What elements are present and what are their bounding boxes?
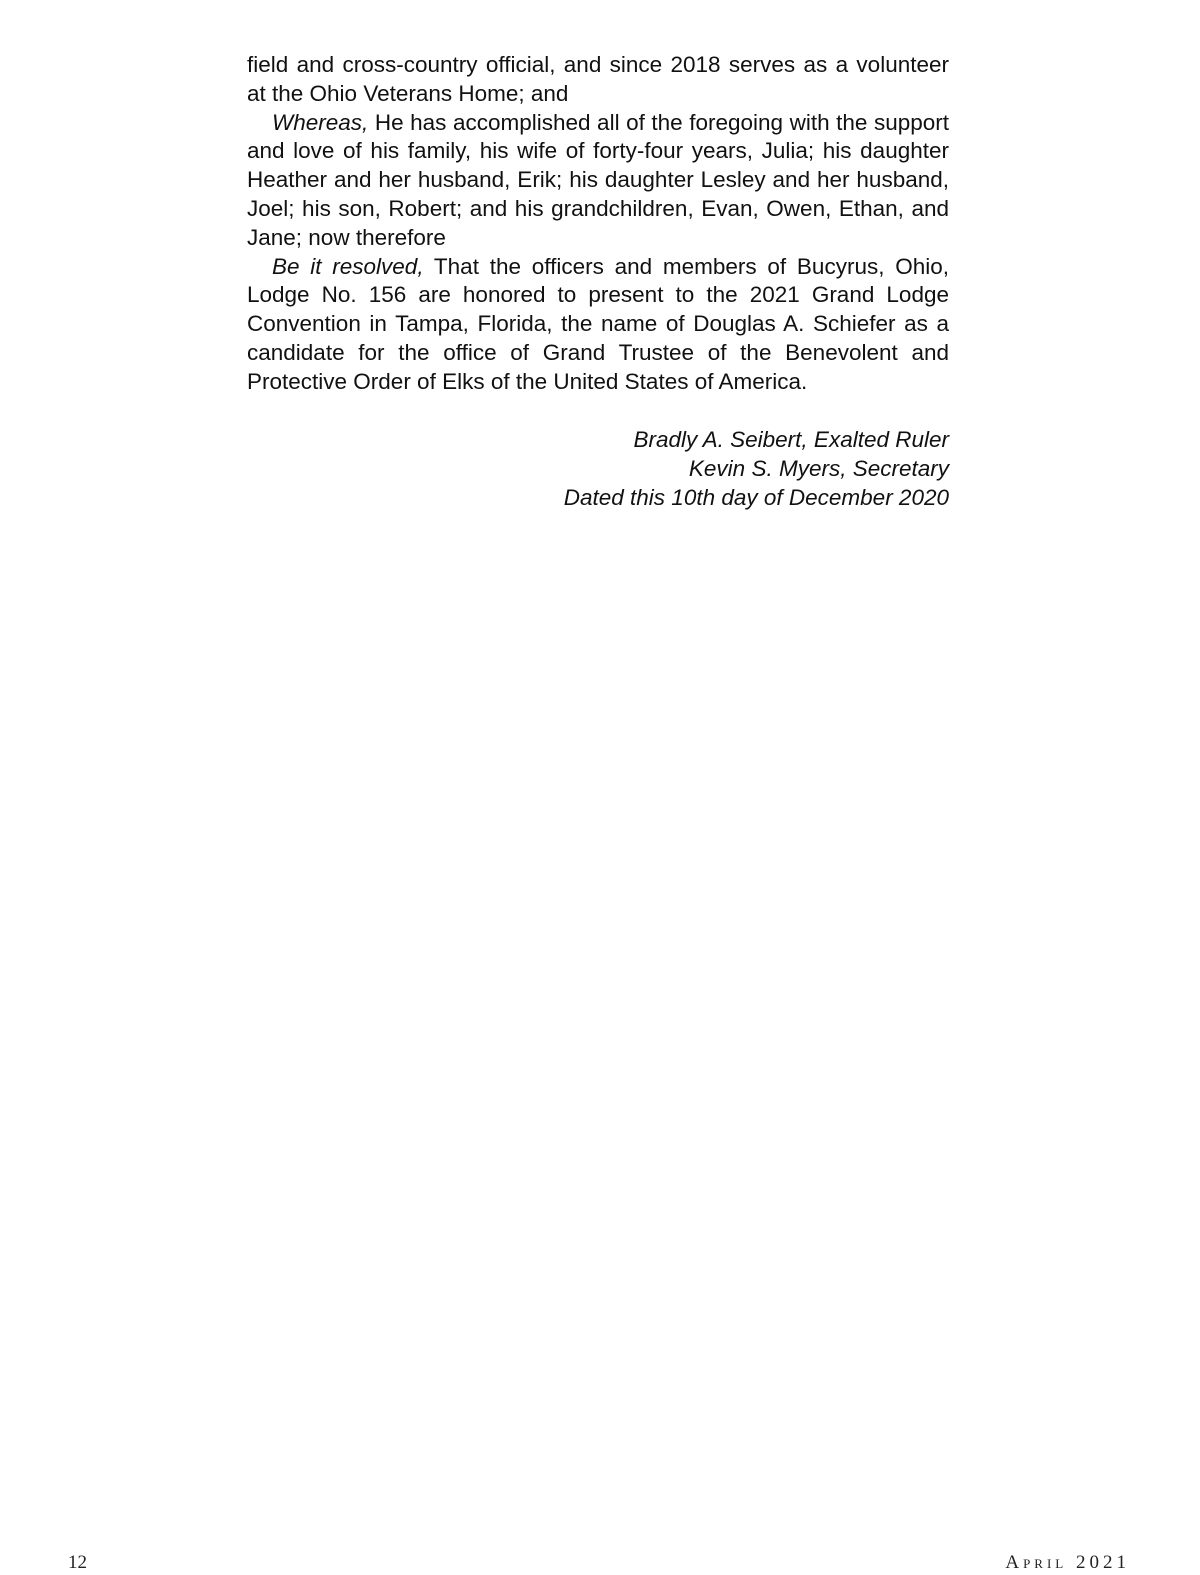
resolution-text	[247, 51, 949, 512]
signature-secretary: Kevin S. Myers, Secretary	[688, 455, 949, 481]
resolved-lead: Be it resolved,	[272, 253, 424, 279]
signature-date: Dated this 10th day of December 2020	[563, 484, 949, 510]
page-number: 12	[68, 1552, 87, 1573]
resolved-text: That the officers and members of Bucyrus, Ohio, Lodge No. 156 are honored to present to the 2021 Grand Lodge Convention in Tampa, Florida, the name of Douglas A. Schiefer as a candidate for the office of Grand Trustee of the Benevolent and Protective Order of Elks of the United States of America.	[247, 253, 949, 394]
signature-exalted-ruler: Bradly A. Seibert, Exalted Ruler	[633, 426, 949, 452]
paragraph-resolved	[247, 253, 949, 397]
paragraph-continuation: field and cross-country official, and since 2018 serves as a volunteer at the Ohio Veterans Home; and	[247, 52, 949, 106]
whereas-text: He has accomplished all of the foregoing with the support and love of his family, his wife of forty-four years, Julia; his daughter Heather and her husband, Erik; his daughter Lesley and her husband, Joel; his son, Robert; and his grandchildren, Evan, Owen, Ethan, and Jane; now therefore	[247, 109, 949, 250]
signature-block	[247, 425, 949, 512]
whereas-lead: Whereas,	[272, 109, 369, 135]
paragraph-whereas	[247, 109, 949, 253]
issue-date: April 2021	[1005, 1552, 1130, 1573]
